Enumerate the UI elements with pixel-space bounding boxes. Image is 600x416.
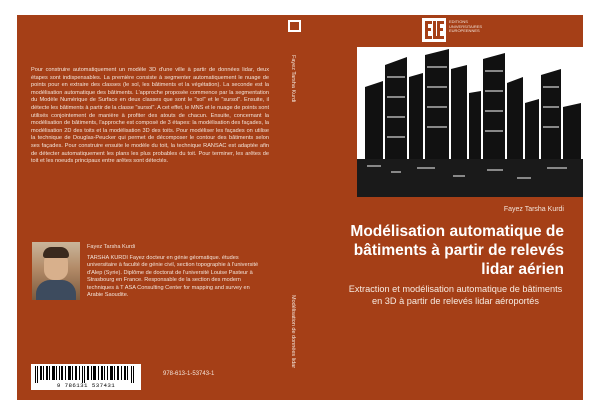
spine-title: Modélisation de données lidar [290,295,296,369]
author-bio: TARSHA KURDI Fayez docteur en génie géomatique. études universitaire à faculté de génie civil, section topographie à l'université d'Alep (Syrie). Diplôme de doctorat de l'université Louise Pasteur à Strasbourg en France. Responsable de la section des modern techniques à T ASA Consulting Center for mapping and survey en Arabie Saoudite. [87,255,259,299]
barcode-bars [35,366,137,383]
barcode [31,364,141,390]
book-cover [17,15,583,400]
book-title: Modélisation automatique de bâtiments à partir de relevés lidar aérien [350,223,564,278]
spine-publisher-logo-icon [288,20,301,32]
barcode-digits: 9 786131 537431 [56,382,116,389]
spine [282,15,307,400]
book-subtitle: Extraction et modélisation automatique de bâtiments en 3D à partir de relevés lidar aéroportés [348,284,563,306]
front-cover [307,15,583,400]
back-cover [17,15,282,400]
back-author-name: Fayez Tarsha Kurdi [87,244,136,250]
author-photo [32,242,80,300]
skyline-illustration [357,47,583,197]
spine-author: Fayez Tarsha Kurdi [290,55,296,103]
front-author: Fayez Tarsha Kurdi [503,206,564,213]
publisher-name: EDITIONS UNIVERSITAIRES EUROPEENNES [449,19,483,34]
back-blurb: Pour construire automatiquement un modèle 3D d'une ville à partir de données lidar, deux étapes sont indispensables. La première consiste à segmenter automatiquement le nuage de points pour en extraire des classes (le sol, les bâtiments et la végétation). La seconde est la modélisation automatique des bâtiments. L'approche proposée commence par la segmentation du Modèle Numérique de Surface en deux classes que sont le "sol" et le "sursol". Ensuite, il détecte les bâtiments à partir de la classe "sursol". A cet effet, le MNS et le nuage de points sont utilisés conjointement de manière à profiter des atouts de chacun. Ensuite, concernant la modélisation de bâtiments, l'approche est composé de 3 étapes: la modélisation des façades, la modélisation 2D des toits et la modélisation 3D des toits. Pour modéliser les façades on utilise la technique de Douglas-Peucker qui permet de décomposer le contour des bâtiments selon ses façades. Pour construire ensuite le modèle du toit, la technique RANSAC est adaptée afin de détecter automatiquement les plans les plus probables du toit. Pour terminer, les arêtes de toit et les noeuds principaux entre arêtes sont détectés. [31,67,270,165]
publisher-logo-icon [422,18,446,42]
city-skyline-image [357,47,583,197]
isbn: 978-613-1-53743-1 [163,371,215,377]
